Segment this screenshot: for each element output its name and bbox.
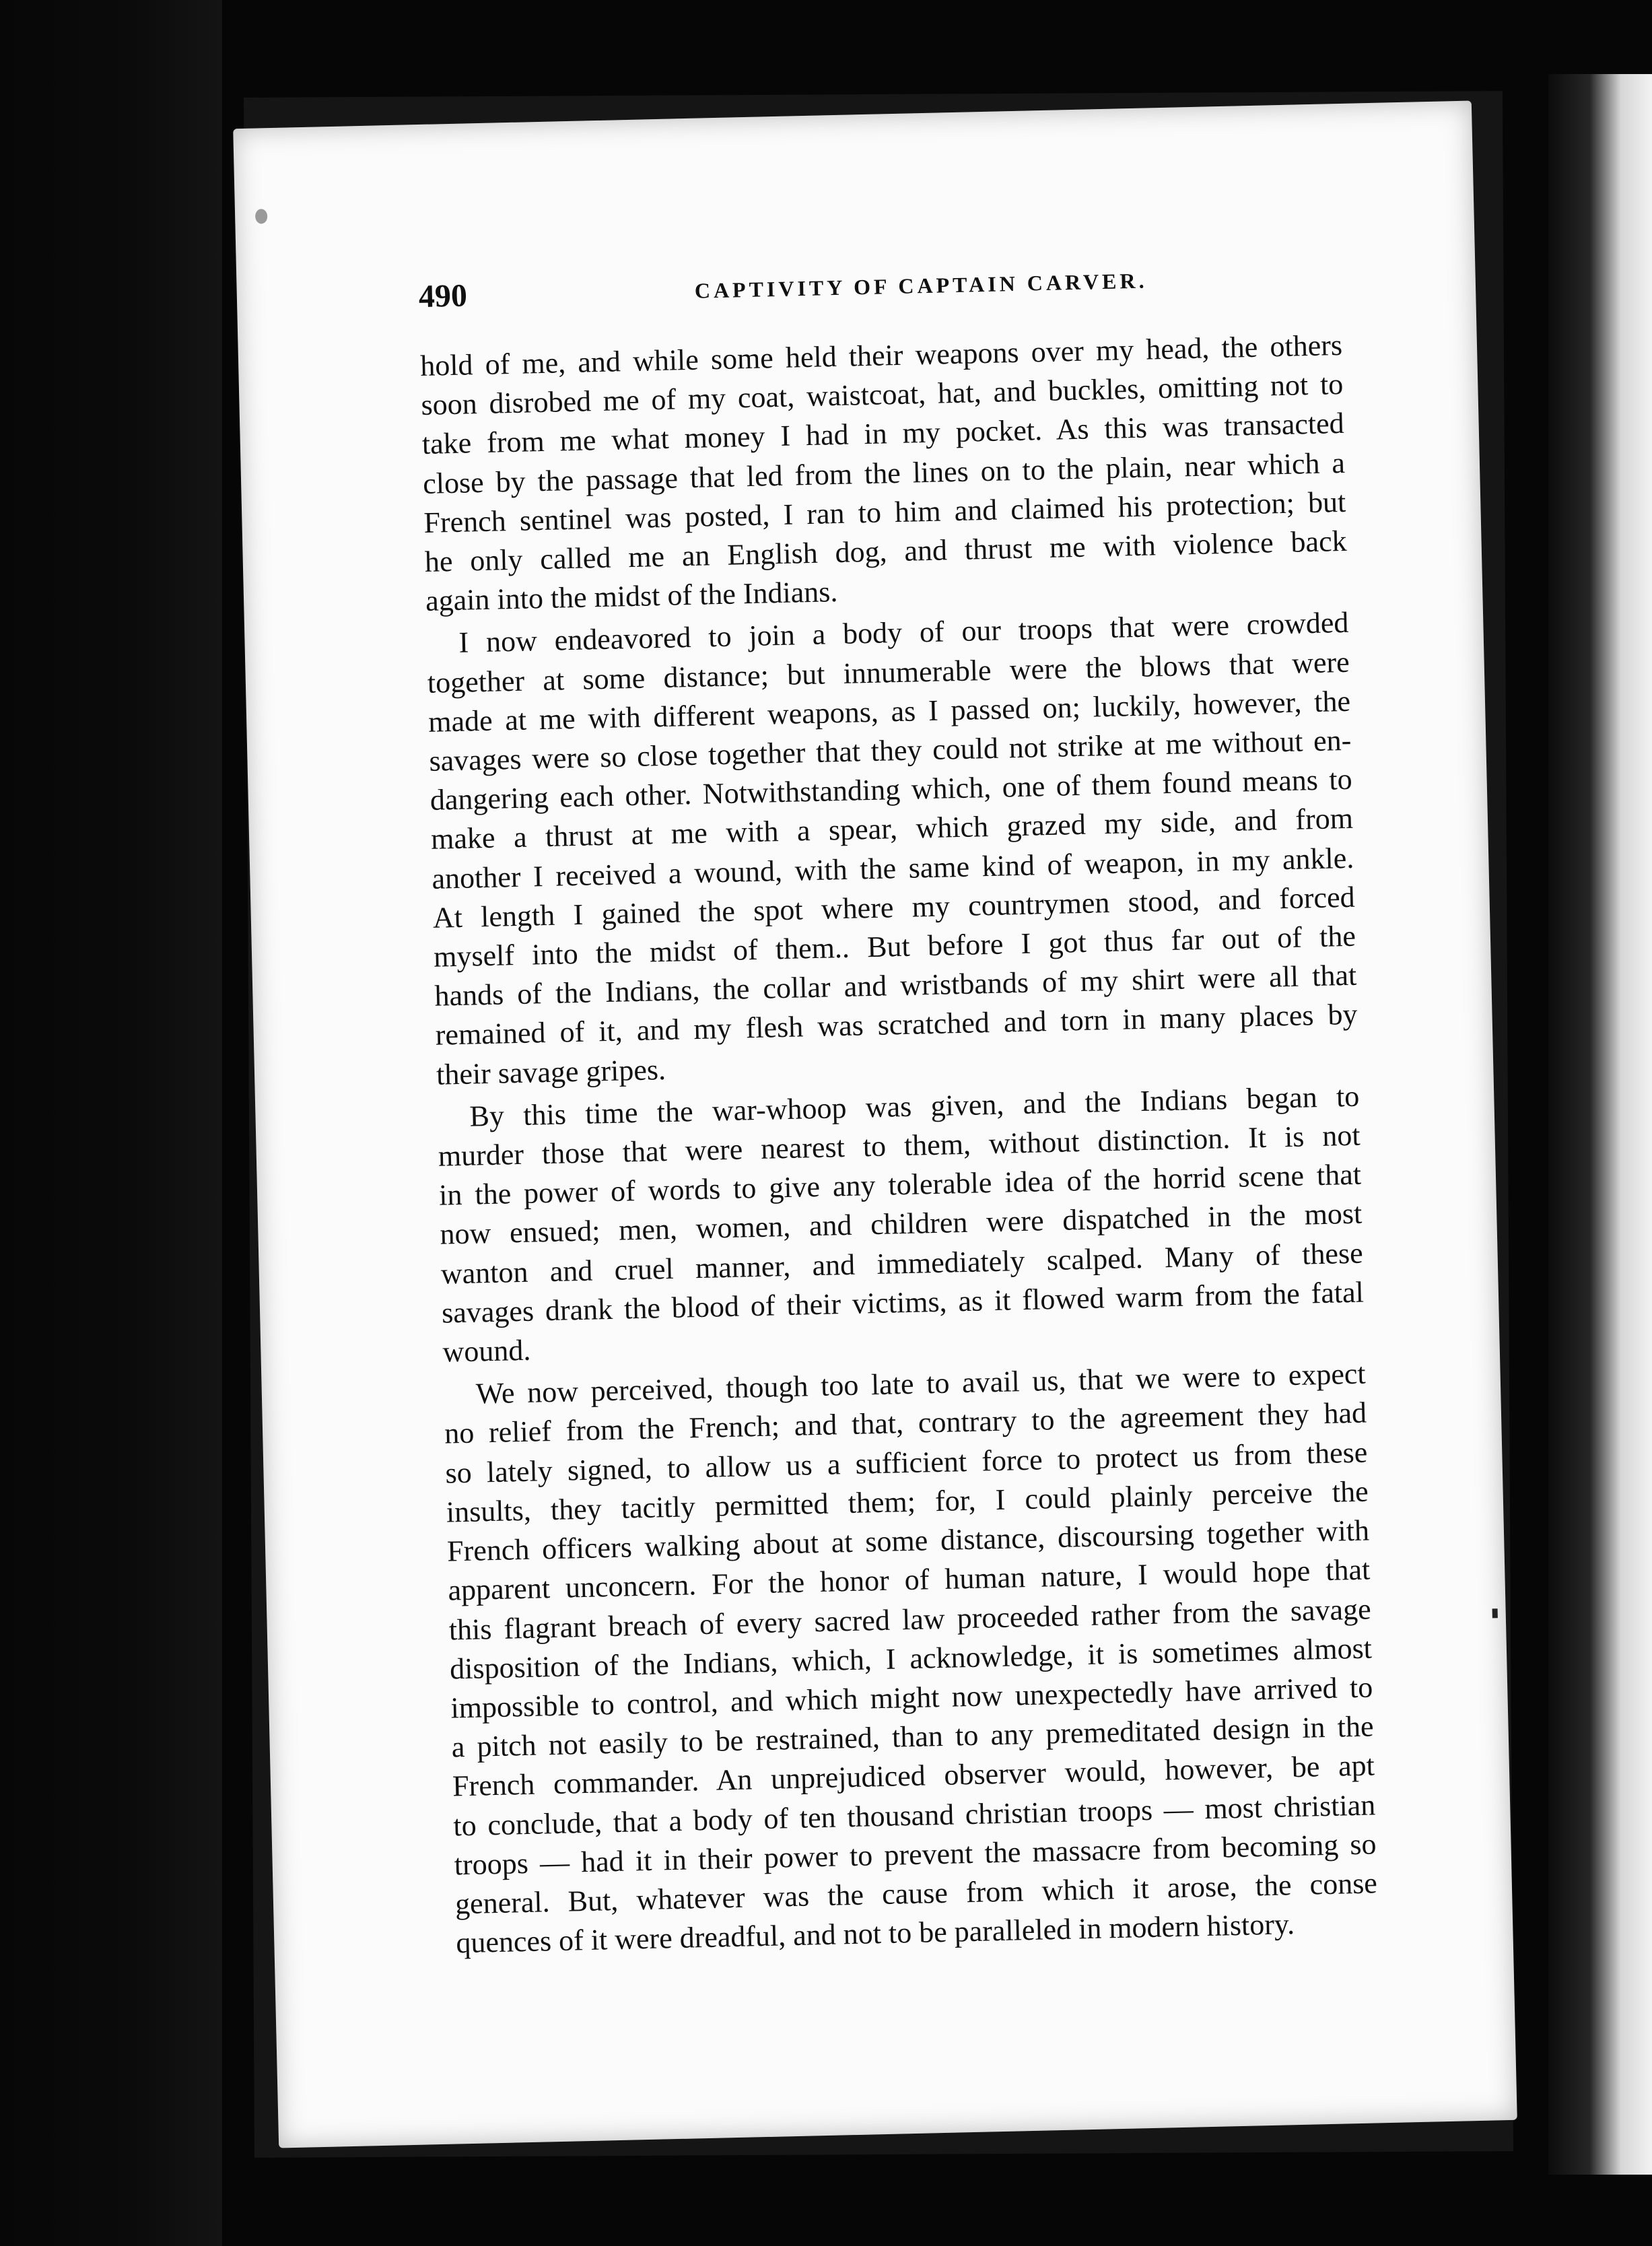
text-line: remained of it, and my flesh was scratched and torn in many places by [435,998,1358,1052]
text-line: close by the passage that led from the lines on to the plain, near which a [422,446,1346,500]
text-line: he only called me an English dog, and thrust me with violence back [424,524,1348,578]
book-page [233,101,1517,2148]
text-line: murder those that were nearest to them, without distinction. It is not [438,1118,1361,1173]
text-line: this flagrant breach of every sacred law proceeded rather from the savage [448,1592,1372,1647]
text-line: We now perceived, though too late to avail us, that we were to expect [475,1357,1367,1410]
paragraph [420,326,1348,621]
body-text [420,326,1379,1967]
text-line: hold of me, and while some held their weapons over my head, the others [419,328,1343,383]
text-line: in the power of words to give any tolerable idea of the horrid scene that [438,1157,1362,1212]
text-line: again into the midst of the Indians. [425,575,838,618]
text-line: myself into the midst of them.. But before I got thus far out of the [433,919,1356,974]
text-line: wanton and cruel manner, and immediately scalped. Many of these [440,1236,1364,1291]
text-line: so lately signed, to allow us a sufficient force to protect us from these [445,1435,1368,1490]
text-line: hands of the Indians, the collar and wristbands of my shirt were all that [434,958,1357,1013]
text-line: their savage gripes. [436,1052,666,1091]
text-line: now ensued; men, women, and children were dispatched in the most [439,1197,1363,1252]
text-line: together at some distance; but innumerable were the blows that were [427,645,1350,700]
text-line: French sentinel was posted, I ran to him and claimed his protection; but [423,485,1346,539]
text-line: insults, they tacitly permitted them; for, I could plainly perceive the [446,1474,1369,1529]
text-line: quences of it were dreadful, and not to be paralleled in modern history. [455,1907,1295,1960]
text-line: another I received a wound, with the same kind of weapon, in my ankle. [431,841,1354,895]
scan-speck [255,209,267,224]
text-line: apparent unconcern. For the honor of human nature, I would hope that [447,1553,1371,1607]
text-line: make a thrust at me with a spear, which grazed my side, and from [430,802,1354,856]
text-line: At length I gained the spot where my countrymen stood, and forced [432,880,1356,934]
text-line: a pitch not easily to be restrained, than to any premeditated design in the [451,1709,1375,1764]
next-page-edge [1548,74,1652,2175]
binding-shadow [0,0,222,2246]
text-line: soon disrobed me of my coat, waistcoat, hat, and buckles, omitting not to [421,368,1344,422]
text-line: French commander. An unprejudiced observer would, however, be apt [452,1748,1375,1803]
text-line: I now endeavored to join a body of our troops that were crowded [458,606,1349,660]
text-line: disposition of the Indians, which, I acknowledge, it is sometimes almost [449,1631,1373,1686]
page-number: 490 [418,277,468,315]
text-line: made at me with different weapons, as I passed on; luckily, however, the [427,684,1351,739]
paragraph [437,1077,1365,1372]
paragraph [443,1355,1378,1963]
text-line: dangering each other. Notwithstanding which, one of them found means to [429,763,1353,817]
text-line: impossible to control, and which might now unexpectedly have arrived to [450,1670,1373,1725]
text-line: no relief from the French; and that, contrary to the agreement they had [444,1396,1367,1451]
paragraph [426,603,1358,1094]
text-line: general. But, whatever was the cause from which it arose, the conse [454,1866,1378,1921]
text-line: to conclude, that a body of ten thousand christian troops — most christian [452,1788,1376,1842]
text-line: savages drank the blood of their victims, as it flowed warm from the fatal [441,1275,1365,1330]
text-line: By this time the war-whoop was given, and the Indians began to [469,1079,1360,1133]
text-line: savages were so close together that they could not strike at me without en- [429,723,1352,778]
text-line: wound. [442,1333,531,1369]
text-line: French officers walking about at some distance, discoursing together with [446,1513,1370,1568]
text-line: troops — had it in their power to prevent the massacre from becoming so [454,1827,1377,1882]
running-head [418,257,1381,318]
running-title: CAPTIVITY OF CAPTAIN CARVER. [694,268,1148,303]
scan-speck [1492,1608,1498,1618]
text-line: take from me what money I had in my pocket. As this was transacted [421,407,1345,461]
